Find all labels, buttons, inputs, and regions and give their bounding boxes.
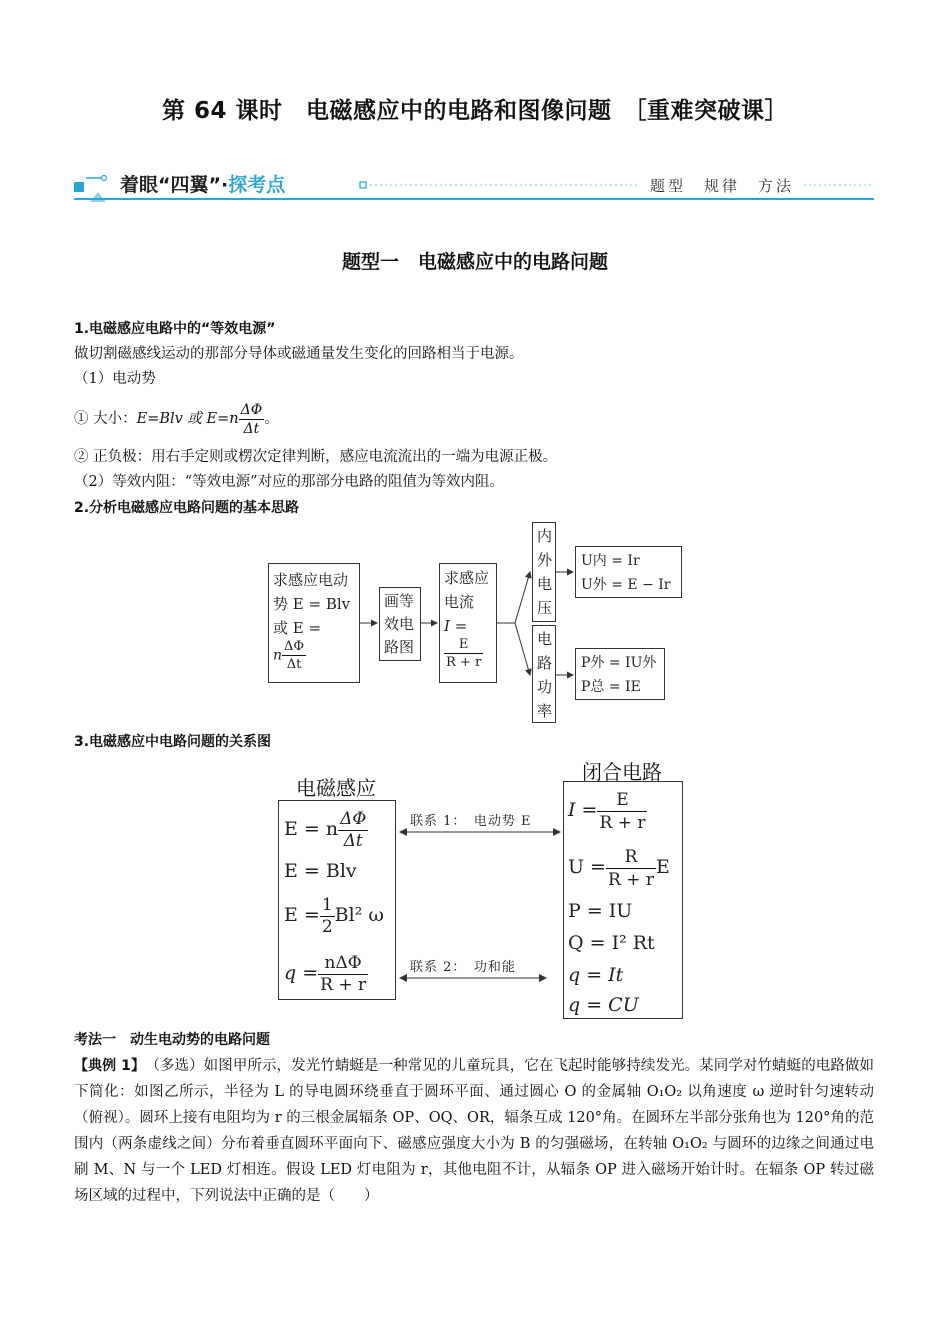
s2-box-current-num: E bbox=[444, 636, 483, 654]
s2-p2: P总 = IE bbox=[581, 679, 641, 695]
s3-r6: q = CU bbox=[568, 994, 639, 1016]
s3-r2-num: R bbox=[606, 846, 656, 869]
s3-l4-frac bbox=[318, 953, 368, 996]
s1-frac-den: Δt bbox=[243, 420, 260, 437]
s1-fraction bbox=[239, 401, 265, 438]
s2-box-emf-frac bbox=[282, 638, 306, 673]
s3-r1 bbox=[568, 785, 647, 835]
s2-p1: P外 = IU外 bbox=[581, 655, 657, 671]
s2-box-current-line3: I = bbox=[444, 617, 468, 635]
s1-magnitude-formula: E=Blv 或 E=n bbox=[136, 411, 239, 427]
s2-u2: U外 = E − Ir bbox=[581, 577, 671, 593]
s1-period: 。 bbox=[264, 411, 279, 427]
s3-r2 bbox=[568, 842, 670, 892]
s3-l3 bbox=[284, 892, 384, 938]
s3-l3-num: 1 bbox=[321, 894, 333, 915]
s1-frac-num: ΔΦ bbox=[240, 401, 263, 418]
banner-heading bbox=[120, 170, 285, 197]
s1-heading: 1.电磁感应电路中的“等效电源” bbox=[74, 321, 276, 337]
s2-box-emf-den: Δt bbox=[286, 657, 302, 672]
s3-l3-pre: E = bbox=[284, 904, 320, 926]
s1-polarity: ② 正负极：用右手定则或楞次定律判断，感应电流流出的一端为电源正极。 bbox=[74, 449, 558, 465]
method-heading: 考法一 动生电动势的电路问题 bbox=[74, 1032, 270, 1048]
s2-box-current-line2: 电流 bbox=[444, 593, 475, 611]
s3-r1-frac bbox=[597, 789, 647, 834]
banner-square-icon bbox=[74, 182, 84, 192]
s3-l1-frac bbox=[338, 809, 368, 852]
s3-r2-den: R + r bbox=[607, 869, 654, 890]
s2-box-emf-line2: 势 E = Blv bbox=[273, 595, 351, 613]
s2-box-u bbox=[575, 546, 682, 598]
s3-l1-num: ΔΦ bbox=[340, 808, 367, 829]
s2-box-emf bbox=[268, 563, 360, 683]
banner-heading-left: 着眼“四翼”· bbox=[120, 174, 229, 196]
s3-left-title: 电磁感应 bbox=[296, 776, 376, 800]
s3-l2: E = Blv bbox=[284, 860, 357, 882]
s3-l3-frac bbox=[320, 895, 335, 938]
s2-box-current bbox=[439, 563, 497, 683]
s2-box-voltage-line1: 内 bbox=[537, 527, 553, 545]
s1-intro: 做切割磁感线运动的那部分导体或磁通量发生变化的回路相当于电源。 bbox=[74, 346, 524, 362]
s3-l1 bbox=[284, 806, 368, 852]
s3-r4: Q = I² Rt bbox=[568, 932, 655, 954]
s3-l1-den: Δt bbox=[343, 830, 363, 851]
page-title: 第 64 课时 电磁感应中的电路和图像问题 ［重难突破课］ bbox=[161, 98, 789, 124]
banner-tags: 题型 规律 方法 bbox=[650, 177, 795, 195]
s2-box-voltage-line3: 电 bbox=[537, 575, 553, 593]
s2-box-current-frac bbox=[444, 636, 483, 671]
s3-r2-frac bbox=[606, 846, 656, 891]
s2-box-voltage bbox=[532, 522, 556, 622]
s2-box-emf-line3: 或 E = bbox=[273, 619, 322, 637]
s3-r3: P = IU bbox=[568, 900, 633, 922]
s3-l1-pre: E = n bbox=[284, 818, 339, 840]
s2-box-power-line2: 路 bbox=[537, 654, 553, 672]
s2-box-voltage-line4: 压 bbox=[537, 599, 553, 617]
example-label: 【典例 1】 bbox=[74, 1058, 139, 1074]
banner-heading-right: 探考点 bbox=[228, 174, 286, 196]
s3-r1-pre: I = bbox=[568, 799, 598, 821]
s3-l4-den: R + r bbox=[320, 974, 367, 995]
s2-heading: 2.分析电磁感应电路问题的基本思路 bbox=[74, 500, 300, 516]
s2-box-emf-line1: 求感应电动 bbox=[273, 571, 349, 589]
s3-link1: 联系 1： 电动势 E bbox=[410, 814, 532, 829]
s3-l4-pre: q = bbox=[284, 962, 319, 984]
s2-box-voltage-line2: 外 bbox=[537, 551, 553, 569]
s2-box-power-line3: 功 bbox=[537, 678, 553, 696]
s2-box-current-line1: 求感应 bbox=[444, 569, 490, 587]
s2-box-emf-n: n bbox=[273, 647, 283, 664]
s2-box-p bbox=[575, 648, 665, 700]
s2-box-circuit-line1: 画等 bbox=[384, 592, 415, 610]
s3-heading: 3.电磁感应中电路问题的关系图 bbox=[74, 734, 272, 750]
s2-box-circuit bbox=[379, 587, 421, 661]
example-text: （多选）如图甲所示，发光竹蜻蜓是一种常见的儿童玩具，它在飞起时能够持续发光。某同学对竹蜻蜓的电路做如下简化：如图乙所示，半径为 L 的导电圆环绕垂直于圆环平面、通过圆心 O 的金属轴 O₁O₂ 以角速度 ω 逆时针匀速转动（俯视）。圆环上接有电阻均为 r 的三根金属辐条 OP、OQ、OR，辐条互成 120°角。在圆环左半部分张角也为 120°角的范围内（两条虚线之间）分布着垂直圆环平面向下、磁感应强度大小为 B 的匀强磁场，在转轴 O₁O₂ 与圆环的边缘之间通过电刷 M、N 与一个 LED 灯相连。假设 LED 灯电阻为 r，其他电阻不计，从辐条 OP 进入磁场开始计时。在辐条 OP 转过磁场区域的过程中，下列说法中正确的是（ ） bbox=[74, 1058, 874, 1204]
s2-box-power-line4: 率 bbox=[537, 702, 553, 720]
s3-r1-den: R + r bbox=[599, 812, 646, 833]
s3-r1-num: E bbox=[597, 789, 647, 812]
banner-triangle-icon bbox=[90, 192, 106, 202]
s3-l4 bbox=[284, 950, 368, 996]
s1-emf-label: （1）电动势 bbox=[74, 371, 156, 387]
s1-magnitude-prefix: ① 大小： bbox=[74, 411, 137, 427]
s2-box-current-den: R + r bbox=[446, 655, 482, 670]
s2-box-emf-num: ΔΦ bbox=[284, 639, 305, 654]
s1-magnitude bbox=[74, 396, 279, 442]
s3-r5: q = It bbox=[568, 964, 624, 986]
s3-link2: 联系 2： 功和能 bbox=[410, 960, 516, 975]
s3-right-title: 闭合电路 bbox=[582, 760, 662, 784]
s3-r2-post: E bbox=[655, 856, 670, 878]
s2-u1: U内 = Ir bbox=[581, 553, 640, 569]
s1-resistance: （2）等效内阻：“等效电源”对应的那部分电路的阻值为等效内阻。 bbox=[74, 474, 505, 490]
s2-box-circuit-line2: 效电 bbox=[384, 615, 415, 633]
example-paragraph bbox=[74, 1053, 874, 1209]
s3-l3-post: Bl² ω bbox=[334, 904, 384, 926]
s2-box-circuit-line3: 路图 bbox=[384, 638, 415, 656]
section-title: 题型一 电磁感应中的电路问题 bbox=[341, 251, 608, 273]
s3-r2-pre: U = bbox=[568, 856, 606, 878]
s2-box-power-line1: 电 bbox=[537, 630, 553, 648]
s3-l4-num: nΔΦ bbox=[318, 953, 368, 975]
s2-box-power bbox=[532, 625, 556, 723]
s3-l3-den: 2 bbox=[321, 916, 333, 937]
